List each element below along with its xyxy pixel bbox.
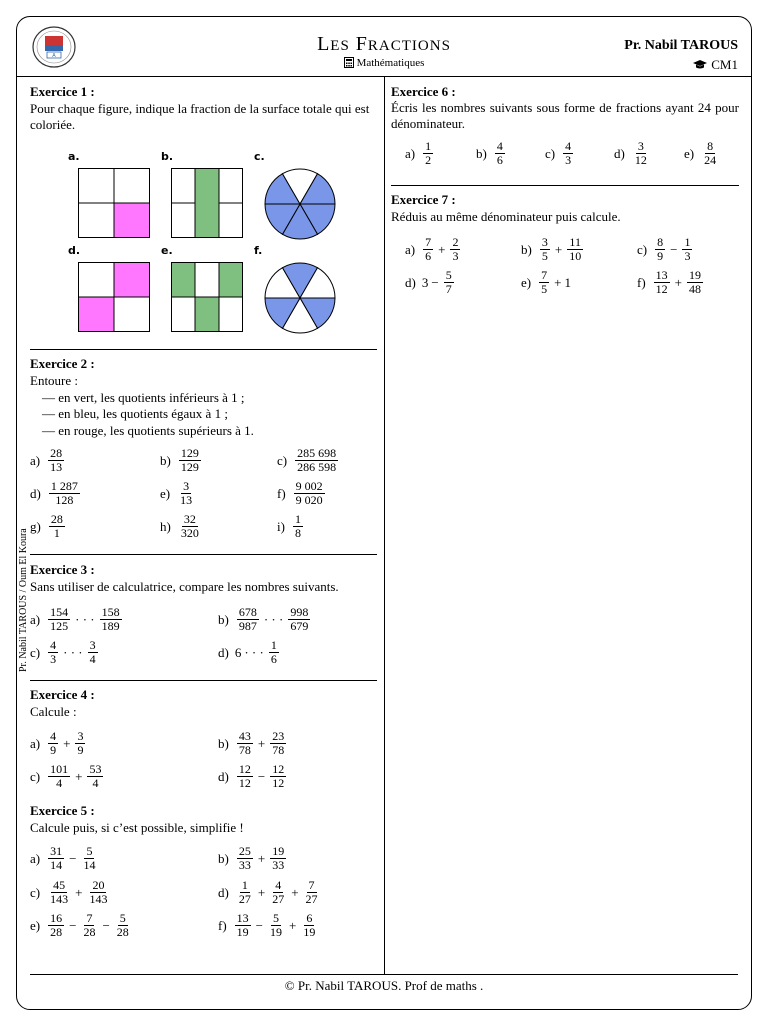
fig-label-b: b. — [161, 150, 174, 163]
ex7-item-e: e) $\frac{7}{5}$ + 1 — [521, 268, 571, 296]
fig-label-d: d. — [68, 244, 81, 257]
ex2-item-i: i) $\frac{1}{8}$ — [277, 512, 301, 540]
figure-f — [262, 261, 338, 335]
ex7-title: Exercice 7 : — [391, 192, 456, 207]
divider — [30, 349, 377, 350]
svg-text:A: A — [52, 53, 56, 59]
ex3-instructions: Sans utiliser de calculatrice, compare les nombres suivants. — [30, 579, 339, 594]
ex2-item-f: f) $\frac{9 002}{9 020}$ — [277, 479, 323, 507]
ex3-item-d: d) 6 · · · $\frac{1}{6}$ — [218, 638, 277, 666]
fig-label-a: a. — [68, 150, 80, 163]
ex5-item-a: a) $\frac{31}{14}$ − $\frac{5}{14}$ — [30, 844, 96, 872]
divider — [30, 554, 377, 555]
ex6-title: Exercice 6 : — [391, 84, 456, 99]
ex3-item-a: a) $\frac{154}{125}$ · · · $\frac{158}{189}$ — [30, 605, 120, 633]
ex2-item-g: g) $\frac{28}{1}$ — [30, 512, 63, 540]
ex1-title: Exercice 1 : — [30, 84, 95, 99]
ex4-item-a: a) $\frac{4}{9}$ + $\frac{3}{9}$ — [30, 729, 84, 757]
ex5-title: Exercice 5 : — [30, 803, 95, 818]
footer: © Pr. Nabil TAROUS. Prof de maths . — [284, 978, 484, 993]
ex1-instructions: Pour chaque figure, indique la fraction de la surface totale qui est coloriée. — [30, 101, 370, 132]
figure-c — [262, 167, 338, 241]
ex3-item-b: b) $\frac{678}{987}$ · · · $\frac{998}{679}$ — [218, 605, 309, 633]
ex3-item-c: c) $\frac{4}{3}$ · · · $\frac{3}{4}$ — [30, 638, 96, 666]
ex2-item-c: c) $\frac{285 698}{286 598}$ — [277, 446, 337, 474]
divider — [30, 680, 377, 681]
sidebar-credit: Pr. Nabil TAROUS / Oum El Koura — [18, 528, 29, 672]
page-title: LES FRACTIONS — [317, 33, 451, 55]
ex2-intro: Entoure : — [30, 373, 79, 388]
ex2-bullet-green: — en vert, les quotients inférieurs à 1 ; — [42, 390, 245, 405]
ex5-item-c: c) $\frac{45}{143}$ + $\frac{20}{143}$ — [30, 878, 108, 906]
figure-e — [171, 262, 243, 332]
fig-label-e: e. — [161, 244, 173, 257]
fig-label-c: c. — [254, 150, 265, 163]
ex7-item-b: b) $\frac{3}{5}$ + $\frac{11}{10}$ — [521, 235, 582, 263]
ex5-item-f: f) $\frac{13}{19}$ − $\frac{5}{19}$ + $\frac{6}{19}$ — [218, 911, 316, 939]
subject: Mathématiques — [0, 57, 768, 69]
ex7-item-d: d) 3 − $\frac{5}{7}$ — [405, 268, 452, 296]
fig-label-f: f. — [254, 244, 263, 257]
column-divider — [384, 76, 385, 974]
ex2-item-h: h) $\frac{32}{320}$ — [160, 512, 199, 540]
ex4-item-d: d) $\frac{12}{12}$ − $\frac{12}{12}$ — [218, 762, 285, 790]
ex6-instructions: Écris les nombres suivants sous forme de fractions ayant 24 pour dénominateur. — [391, 100, 739, 131]
ex2-item-b: b) $\frac{129}{129}$ — [160, 446, 199, 474]
author-name: Pr. Nabil TAROUS — [624, 38, 738, 53]
figure-a — [78, 168, 150, 238]
divider — [391, 185, 739, 186]
footer-divider — [30, 974, 738, 975]
ex5-item-b: b) $\frac{25}{33}$ + $\frac{19}{33}$ — [218, 844, 285, 872]
ex2-item-d: d) $\frac{1 287}{128}$ — [30, 479, 78, 507]
calculator-icon — [344, 57, 354, 68]
ex3-title: Exercice 3 : — [30, 562, 95, 577]
ex5-item-d: d) $\frac{1}{27}$ + $\frac{4}{27}$ + $\frac{7}{27}$ — [218, 878, 318, 906]
copyright-icon: © — [284, 978, 295, 993]
ex2-bullet-blue: — en bleu, les quotients égaux à 1 ; — [42, 406, 228, 421]
ex4-item-b: b) $\frac{43}{78}$ + $\frac{23}{78}$ — [218, 729, 285, 757]
ex2-title: Exercice 2 : — [30, 356, 95, 371]
ex7-item-c: c) $\frac{8}{9}$ − $\frac{1}{3}$ — [637, 235, 691, 263]
ex2-bullet-red: — en rouge, les quotients supérieurs à 1. — [42, 423, 254, 438]
ex5-item-e: e) $\frac{16}{28}$ − $\frac{7}{28}$ − $\frac{5}{28}$ — [30, 911, 129, 939]
ex2-item-a: a) $\frac{28}{13}$ — [30, 446, 63, 474]
ex2-item-e: e) $\frac{3}{13}$ — [160, 479, 193, 507]
ex5-instructions: Calcule puis, si c’est possible, simplifie ! — [30, 820, 244, 835]
ex6-item-b: b) $\frac{4}{6}$ — [476, 139, 503, 167]
ex7-item-a: a) $\frac{7}{6}$ + $\frac{2}{3}$ — [405, 235, 459, 263]
graduation-cap-icon — [693, 60, 707, 70]
ex7-item-f: f) $\frac{13}{12}$ + $\frac{19}{48}$ — [637, 268, 702, 296]
ex7-instructions: Réduis au même dénominateur puis calcule. — [391, 209, 621, 224]
ex4-title: Exercice 4 : — [30, 687, 95, 702]
class-level: CM1 — [693, 57, 738, 73]
ex6-item-a: a) $\frac{1}{2}$ — [405, 139, 432, 167]
figure-b — [171, 168, 243, 238]
ex6-item-e: e) $\frac{8}{24}$ — [684, 139, 717, 167]
figure-d — [78, 262, 150, 332]
ex4-instructions: Calcule : — [30, 704, 77, 719]
ex4-item-c: c) $\frac{101}{4}$ + $\frac{53}{4}$ — [30, 762, 102, 790]
ex6-item-d: d) $\frac{3}{12}$ — [614, 139, 647, 167]
ex6-item-c: c) $\frac{4}{3}$ — [545, 139, 572, 167]
